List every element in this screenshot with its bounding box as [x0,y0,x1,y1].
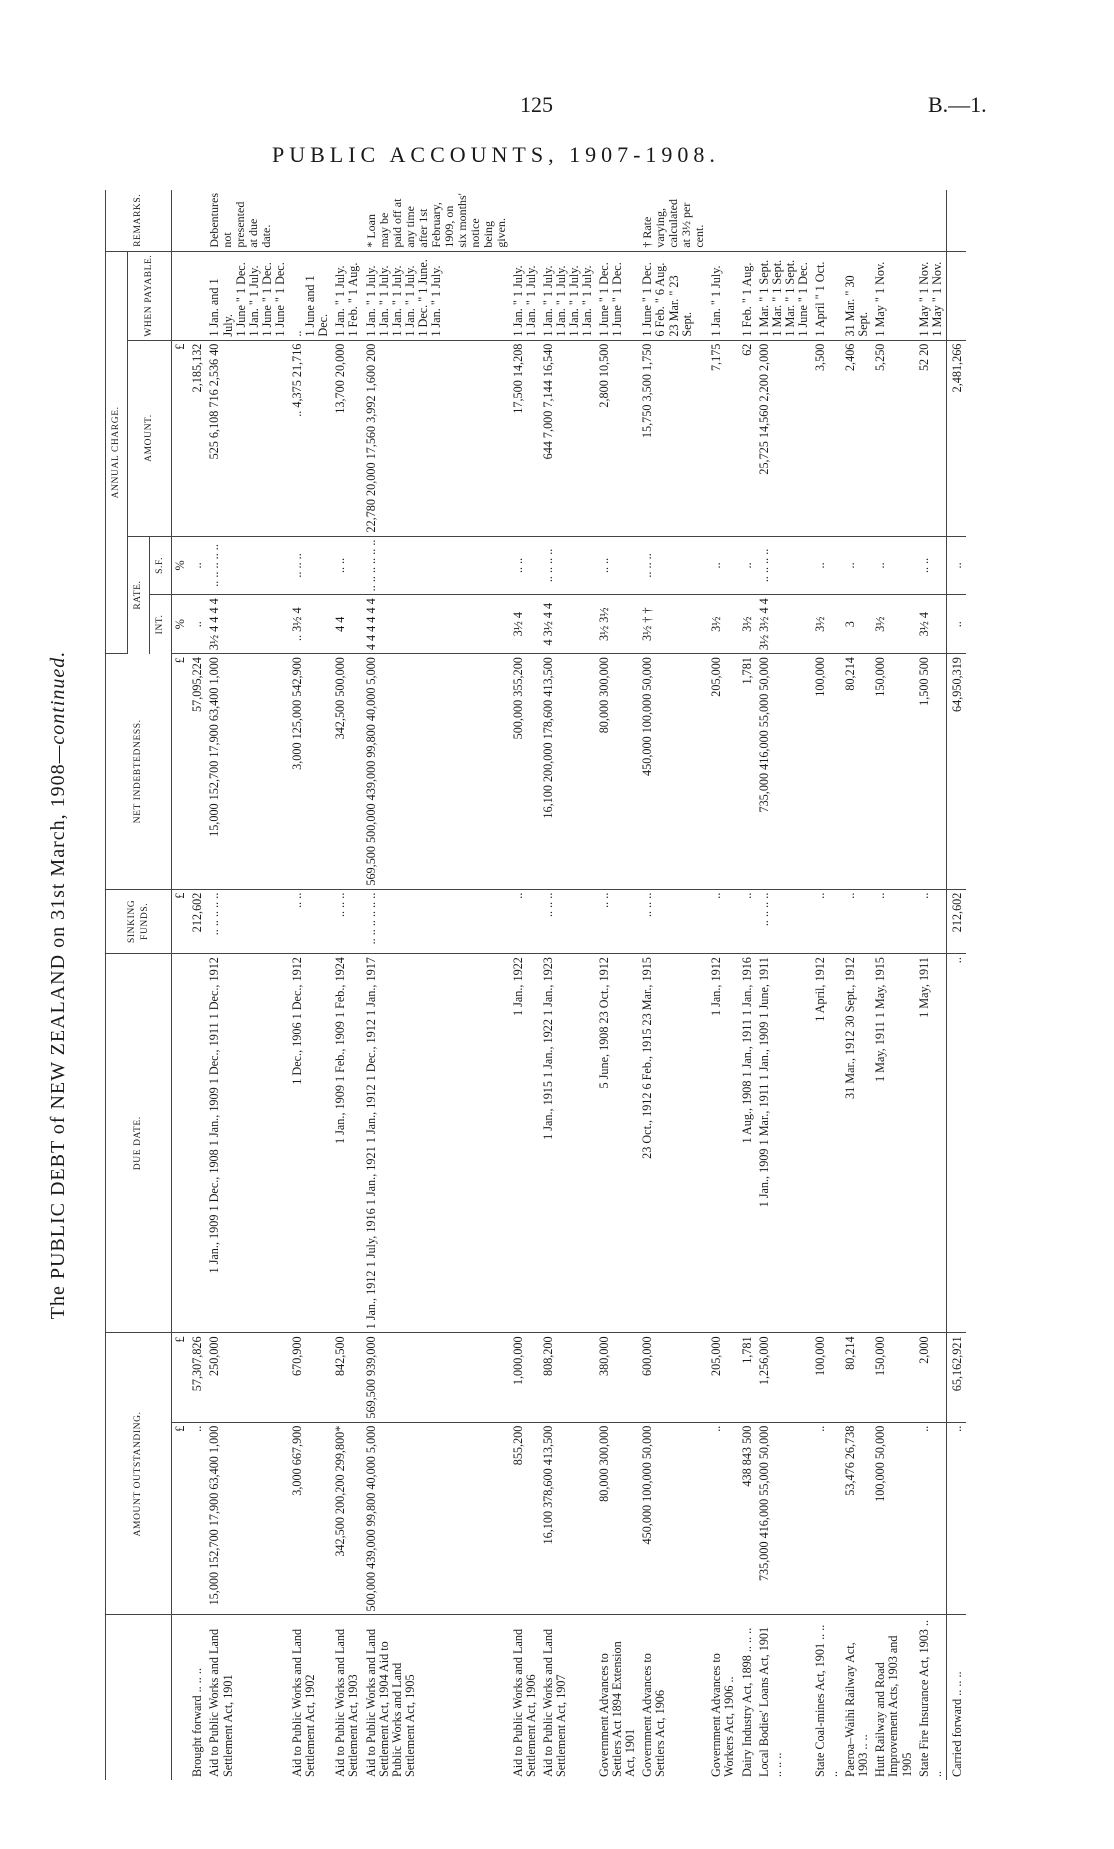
cell-due: 1 Jan., 1912 1 July, 1916 1 Jan., 1921 1 Jan., 1912 1 Dec., 1912 1 Jan., 1917 [363,954,510,1333]
cell-remarks [739,190,756,251]
cell-desc: Aid to Public Works and Land Settlement Act, 1904 Aid to Public Works and Land Settlement Act, 1905 [363,1628,417,1777]
cell-desc: State Coal-mines Act, 1901 .. .. .. [813,1624,841,1777]
cell-desc: Hutt Railway and Road Improvement Acts, 1903 and 1905 [873,1635,914,1777]
cell-charge: 644 7,000 7,144 16,540 [540,340,596,536]
cell-sfr: .. [946,536,966,595]
cell-sfr: .. .. .. [289,536,332,595]
cell-sf: .. .. .. [540,889,596,953]
table-row [540,190,596,1780]
cell-int: 4 4 4 4 4 4 [363,595,510,654]
cell-net: 16,100 200,000 178,600 413,500 [540,654,596,890]
cell-int: 3½ [812,595,842,654]
cell-sfr: .. .. .. [639,536,708,595]
cell-int: 3½ [739,595,756,654]
cell-amt2: 600,000 [639,1333,708,1422]
cell-remarks [540,190,596,251]
units-row [172,190,190,1780]
cell-amt2: 808,200 [540,1333,596,1422]
table-title-main: The PUBLIC DEBT of NEW ZEALAND on 31st March, 1908 [47,763,69,1320]
table-row [332,190,362,1780]
table-row [289,190,332,1780]
cell-amt2: 2,000 [916,1333,947,1422]
cell-int: .. [946,595,966,654]
cell-due: 23 Oct., 1912 6 Feb., 1915 23 Mar., 1915 [639,954,708,1333]
table-title-suffix: —continued. [47,650,69,764]
cell-remarks: * Loan may be paid off at any time after 1st February, 1909, on six months' notice being given. [363,190,510,251]
cell-when: .. 1 June and 1 Dec. [289,251,332,340]
cell-sf: .. .. .. .. [756,889,812,953]
cell-net: 100,000 [812,654,842,890]
cell-when: 1 Jan. " 1 July. 1 Jan. " 1 July. 1 Jan. " 1 July. 1 Jan. " 1 July. 1 Dec. " 1 June. 1 Jan. " 1 July. [363,251,510,340]
cell-amt2: 380,000 [596,1333,639,1422]
cell-when: 1 Jan. " 1 July. 1 Jan. " 1 July. 1 Jan. " 1 July. 1 Jan. " 1 July. [540,251,596,340]
cell-amt1: 80,000 300,000 [596,1422,639,1615]
cell-sf: .. [916,889,947,953]
cell-amt1: .. [708,1422,738,1615]
cell-due: .. [946,954,966,1333]
cell-amt1: 438 843 500 [739,1422,756,1615]
cell-amt2: 205,000 [708,1333,738,1422]
cell-charge: .. 4,375 21,716 [289,340,332,536]
table-row [756,190,812,1780]
cell-int: .. [189,595,206,654]
cell-charge: 13,700 20,000 [332,340,362,536]
cell-sfr: .. .. .. .. .. .. [363,536,510,595]
cell-net: 205,000 [708,654,738,890]
cell-sfr: .. [739,536,756,595]
cell-sfr: .. [189,536,206,595]
cell-desc: Aid to Public Works and Land Settlement Act, 1901 [207,1628,235,1777]
cell-net: 15,000 152,700 17,900 63,400 1,000 [206,654,289,890]
cell-amt2: 150,000 [872,1333,915,1422]
cell-remarks [189,190,206,251]
unit-due [172,954,190,1333]
cell-desc: Dairy Industry Act, 1898 .. .. .. [739,1627,754,1777]
cell-amt2: 1,000,000 [510,1333,540,1422]
cell-int: 3½ 4 [510,595,540,654]
cell-int: .. 3½ 4 [289,595,332,654]
cell-sfr: .. [872,536,915,595]
cell-remarks [842,190,872,251]
unit-amt2: £ [172,1333,190,1422]
cell-sf: .. [708,889,738,953]
cell-amt1: .. [946,1422,966,1615]
unit-when [172,251,190,340]
cell-remarks [289,190,332,251]
cell-int: 3½ 3½ 4 4 [756,595,812,654]
cell-desc: Aid to Public Works and Land Settlement Act, 1907 [540,1628,568,1777]
cell-net: 150,000 [872,654,915,890]
cell-sfr: .. .. [596,536,639,595]
cell-charge: 7,175 [708,340,738,536]
cell-amt2: 65,162,921 [946,1333,966,1422]
cell-charge: 5,250 [872,340,915,536]
cell-remarks [510,190,540,251]
table-row [872,190,915,1780]
cell-desc: Aid to Public Works and Land Settlement Act, 1906 [510,1628,538,1777]
header-when-payable: WHEN PAYABLE. [128,251,172,340]
cell-charge: 15,750 3,500 1,750 [639,340,708,536]
cell-due: 1 May, 1911 [916,954,947,1333]
cell-when: 1 Mar. " 1 Sept. 1 Mar. " 1 Sept. 1 Mar. " 1 Sept. 1 June " 1 Dec. [756,251,812,340]
cell-amt2: 569,500 939,000 [363,1333,510,1422]
cell-when [946,251,966,340]
cell-sfr: .. .. .. .. [756,536,812,595]
cell-sfr: .. [842,536,872,595]
cell-amt2: 1,256,000 [756,1333,812,1422]
table-title [47,190,70,1780]
cell-when: 1 Jan. and 1 July. 1 June " 1 Dec. 1 Jan. " 1 July. 1 June " 1 Dec. 1 June " 1 Dec. [206,251,289,340]
cell-when: 1 April " 1 Oct. [812,251,842,340]
header-int: INT. [150,595,172,654]
cell-sf: .. [510,889,540,953]
cell-amt1: 735,000 416,000 55,000 50,000 [756,1422,812,1615]
cell-desc: Paeroa–Waihi Railway Act, 1903 .. .. [843,1642,871,1777]
cell-when: 1 Feb. " 1 Aug. [739,251,756,340]
header-remarks: REMARKS. [106,190,172,251]
table-row [708,190,738,1780]
cell-due: 1 April, 1912 [812,954,842,1333]
table-row [363,190,510,1780]
cell-net: 1,500 500 [916,654,947,890]
cell-int: 3 [842,595,872,654]
cell-sf: .. .. .. .. .. [206,889,289,953]
cell-due: 1 Jan., 1909 1 Mar., 1911 1 Jan., 1909 1 June, 1911 [756,954,812,1333]
cell-charge: 22,780 20,000 17,560 3,992 1,600 200 [363,340,510,536]
cell-when: 31 Mar. " 30 Sept. [842,251,872,340]
cell-int: 4 3½ 4 4 [540,595,596,654]
cell-amt2: 100,000 [812,1333,842,1422]
cell-charge: 2,800 10,500 [596,340,639,536]
cell-amt2: 57,307,826 [189,1333,206,1422]
cell-when: 1 Jan. " 1 July. 1 Feb. " 1 Aug. [332,251,362,340]
cell-sf: .. [739,889,756,953]
cell-sf: .. .. [596,889,639,953]
cell-int: 3½ 3½ [596,595,639,654]
header-amount: AMOUNT. [128,340,172,536]
cell-net: 1,781 [739,654,756,890]
cell-amt1: .. [916,1422,947,1615]
table-row [812,190,842,1780]
cell-remarks [596,190,639,251]
cell-charge: 525 6,108 716 2,536 40 [206,340,289,536]
total-row [946,190,966,1780]
cell-int: 3½ † † [639,595,708,654]
cell-amt1: 500,000 439,000 99,800 40,000 5,000 [363,1422,510,1615]
cell-desc: Brought forward .. .. .. [190,1668,205,1777]
cell-desc: Government Advances to Settlers Act, 1906 [640,1653,668,1777]
cell-charge: 2,185,132 [189,340,206,536]
cell-charge: 52 20 [916,340,947,536]
header-sf: S.F. [150,536,172,595]
cell-desc: Aid to Public Works and Land Settlement Act, 1903 [333,1628,361,1777]
unit-net: £ [172,654,190,890]
table-row [206,190,289,1780]
cell-sf: .. [812,889,842,953]
unit-charge: £ [172,340,190,536]
header-amount-outstanding: AMOUNT OUTSTANDING. [106,1333,172,1615]
cell-sf: 212,602 [189,889,206,953]
cell-charge: 25,725 14,560 2,200 2,000 [756,340,812,536]
header-sinking-funds: SINKING FUNDS. [106,889,172,953]
cell-when: 1 June " 1 Dec. 1 June " 1 Dec. [596,251,639,340]
cell-amt2: 1,781 [739,1333,756,1422]
cell-sfr: .. .. [510,536,540,595]
cell-remarks [812,190,842,251]
cell-charge: 2,406 [842,340,872,536]
rotated-table-region [47,190,1005,1780]
cell-remarks [708,190,738,251]
cell-remarks [872,190,915,251]
cell-sf: .. .. [289,889,332,953]
header-net-indebtedness: NET INDEBTEDNESS. [106,654,172,890]
cell-net: 569,500 500,000 439,000 99,800 40,000 5,000 [363,654,510,890]
cell-int: 3½ [708,595,738,654]
cell-sf: .. .. .. [639,889,708,953]
cell-amt2: 250,000 [206,1333,289,1422]
cell-net: 64,950,319 [946,654,966,890]
cell-due: 5 June, 1908 23 Oct., 1912 [596,954,639,1333]
cell-due: 1 Jan., 1909 1 Feb., 1909 1 Feb., 1924 [332,954,362,1333]
cell-remarks: Debentures not presented at due date. [206,190,289,251]
unit-int: % [172,595,190,654]
cell-desc: Aid to Public Works and Land Settlement Act, 1902 [290,1628,318,1777]
cell-due: 1 May, 1911 1 May, 1915 [872,954,915,1333]
cell-charge: 2,481,266 [946,340,966,536]
cell-amt2: 80,214 [842,1333,872,1422]
cell-desc: Government Advances to Workers Act, 1906 .. [709,1653,737,1777]
cell-amt1: 450,000 100,000 50,000 [639,1422,708,1615]
header-description [106,1615,172,1780]
cell-when: 1 June " 1 Dec. 6 Feb. " 6 Aug. 23 Mar. " 23 Sept. [639,251,708,340]
cell-amt1: 100,000 50,000 [872,1422,915,1615]
unit-sfr: % [172,536,190,595]
cell-charge: 62 [739,340,756,536]
cell-when: 1 May " 1 Nov. 1 May " 1 Nov. [916,251,947,340]
cell-sf: .. [872,889,915,953]
header-rate: RATE. [128,536,150,654]
table-row [916,190,947,1780]
cell-charge: 3,500 [812,340,842,536]
table-row [189,190,206,1780]
cell-sfr: .. [812,536,842,595]
cell-remarks [756,190,812,251]
cell-due: 1 Jan., 1909 1 Dec., 1908 1 Jan., 1909 1 Dec., 1911 1 Dec., 1912 [206,954,289,1333]
cell-int: 4 4 [332,595,362,654]
cell-sf: .. [842,889,872,953]
cell-amt1: 3,000 667,900 [289,1422,332,1615]
cell-amt1: .. [812,1422,842,1615]
cell-charge: 17,500 14,208 [510,340,540,536]
header-annual-charge: ANNUAL CHARGE. [106,251,128,653]
rotated-table [47,190,1005,1780]
table-body [172,190,966,1780]
cell-net: 57,095,224 [189,654,206,890]
cell-int: 3½ [872,595,915,654]
table-row [842,190,872,1780]
cell-remarks [946,190,966,251]
cell-amt1: 53,476 26,738 [842,1422,872,1615]
cell-sf: .. .. .. .. .. .. [363,889,510,953]
cell-due: 1 Jan., 1912 [708,954,738,1333]
table-row [739,190,756,1780]
unit-remarks [172,190,190,251]
cell-due: 1 Jan., 1915 1 Jan., 1922 1 Jan., 1923 [540,954,596,1333]
cell-sf: 212,602 [946,889,966,953]
cell-desc: State Fire Insurance Act, 1903 .. .. [916,1619,944,1777]
cell-sfr: .. .. [332,536,362,595]
cell-amt1: 855,200 [510,1422,540,1615]
document-code: B.—1. [928,92,987,117]
cell-due [189,954,206,1333]
cell-amt2: 842,500 [332,1333,362,1422]
cell-amt1: 16,100 378,600 413,500 [540,1422,596,1615]
cell-net: 80,000 300,000 [596,654,639,890]
cell-when: 1 May " 1 Nov. [872,251,915,340]
cell-sf: .. .. .. [332,889,362,953]
cell-net: 80,214 [842,654,872,890]
unit-sf: £ [172,889,190,953]
cell-sfr: .. .. .. .. .. [206,536,289,595]
cell-amt2: 670,900 [289,1333,332,1422]
cell-desc: Local Bodies' Loans Act, 1901 .. .. .. [756,1626,784,1777]
cell-due: 1 Aug., 1908 1 Jan., 1911 1 Jan., 1916 [739,954,756,1333]
cell-amt1: 15,000 152,700 17,900 63,400 1,000 [206,1422,289,1615]
cell-due: 1 Jan., 1922 [510,954,540,1333]
cell-net: 3,000 125,000 542,900 [289,654,332,890]
cell-amt1: .. [189,1422,206,1615]
cell-int: 3½ 4 [916,595,947,654]
cell-net: 342,500 500,000 [332,654,362,890]
cell-desc: Government Advances to Settlers Act 1894 Extension Act, 1901 [597,1641,638,1777]
cell-net: 500,000 355,200 [510,654,540,890]
cell-remarks [332,190,362,251]
cell-remarks: † Rate varying, calculated at 3½ per cent. [639,190,708,251]
cell-due: 31 Mar., 1912 30 Sept., 1912 [842,954,872,1333]
cell-sfr: .. .. [916,536,947,595]
header-due-date: DUE DATE. [106,954,172,1333]
cell-desc: Carried forward .. .. .. [946,1615,966,1780]
cell-when: 1 Jan. " 1 July. [708,251,738,340]
cell-when [189,251,206,340]
public-debt-table [105,190,966,1780]
running-title: PUBLIC ACCOUNTS, 1907-1908. [272,142,720,167]
page-number: 125 [520,92,553,117]
cell-due: 1 Dec., 1906 1 Dec., 1912 [289,954,332,1333]
table-row [639,190,708,1780]
cell-net: 450,000 100,000 50,000 [639,654,708,890]
table-row [596,190,639,1780]
unit-amt1: £ [172,1422,190,1615]
cell-amt1: 342,500 200,200 299,800* [332,1422,362,1615]
cell-int: 3½ 4 4 4 4 [206,595,289,654]
cell-when: 1 Jan. " 1 July. 1 Jan. " 1 July. [510,251,540,340]
cell-sfr: .. .. .. .. [540,536,596,595]
table-row [510,190,540,1780]
cell-net: 735,000 416,000 55,000 50,000 [756,654,812,890]
cell-sfr: .. [708,536,738,595]
units-desc [172,1615,190,1780]
cell-remarks [916,190,947,251]
